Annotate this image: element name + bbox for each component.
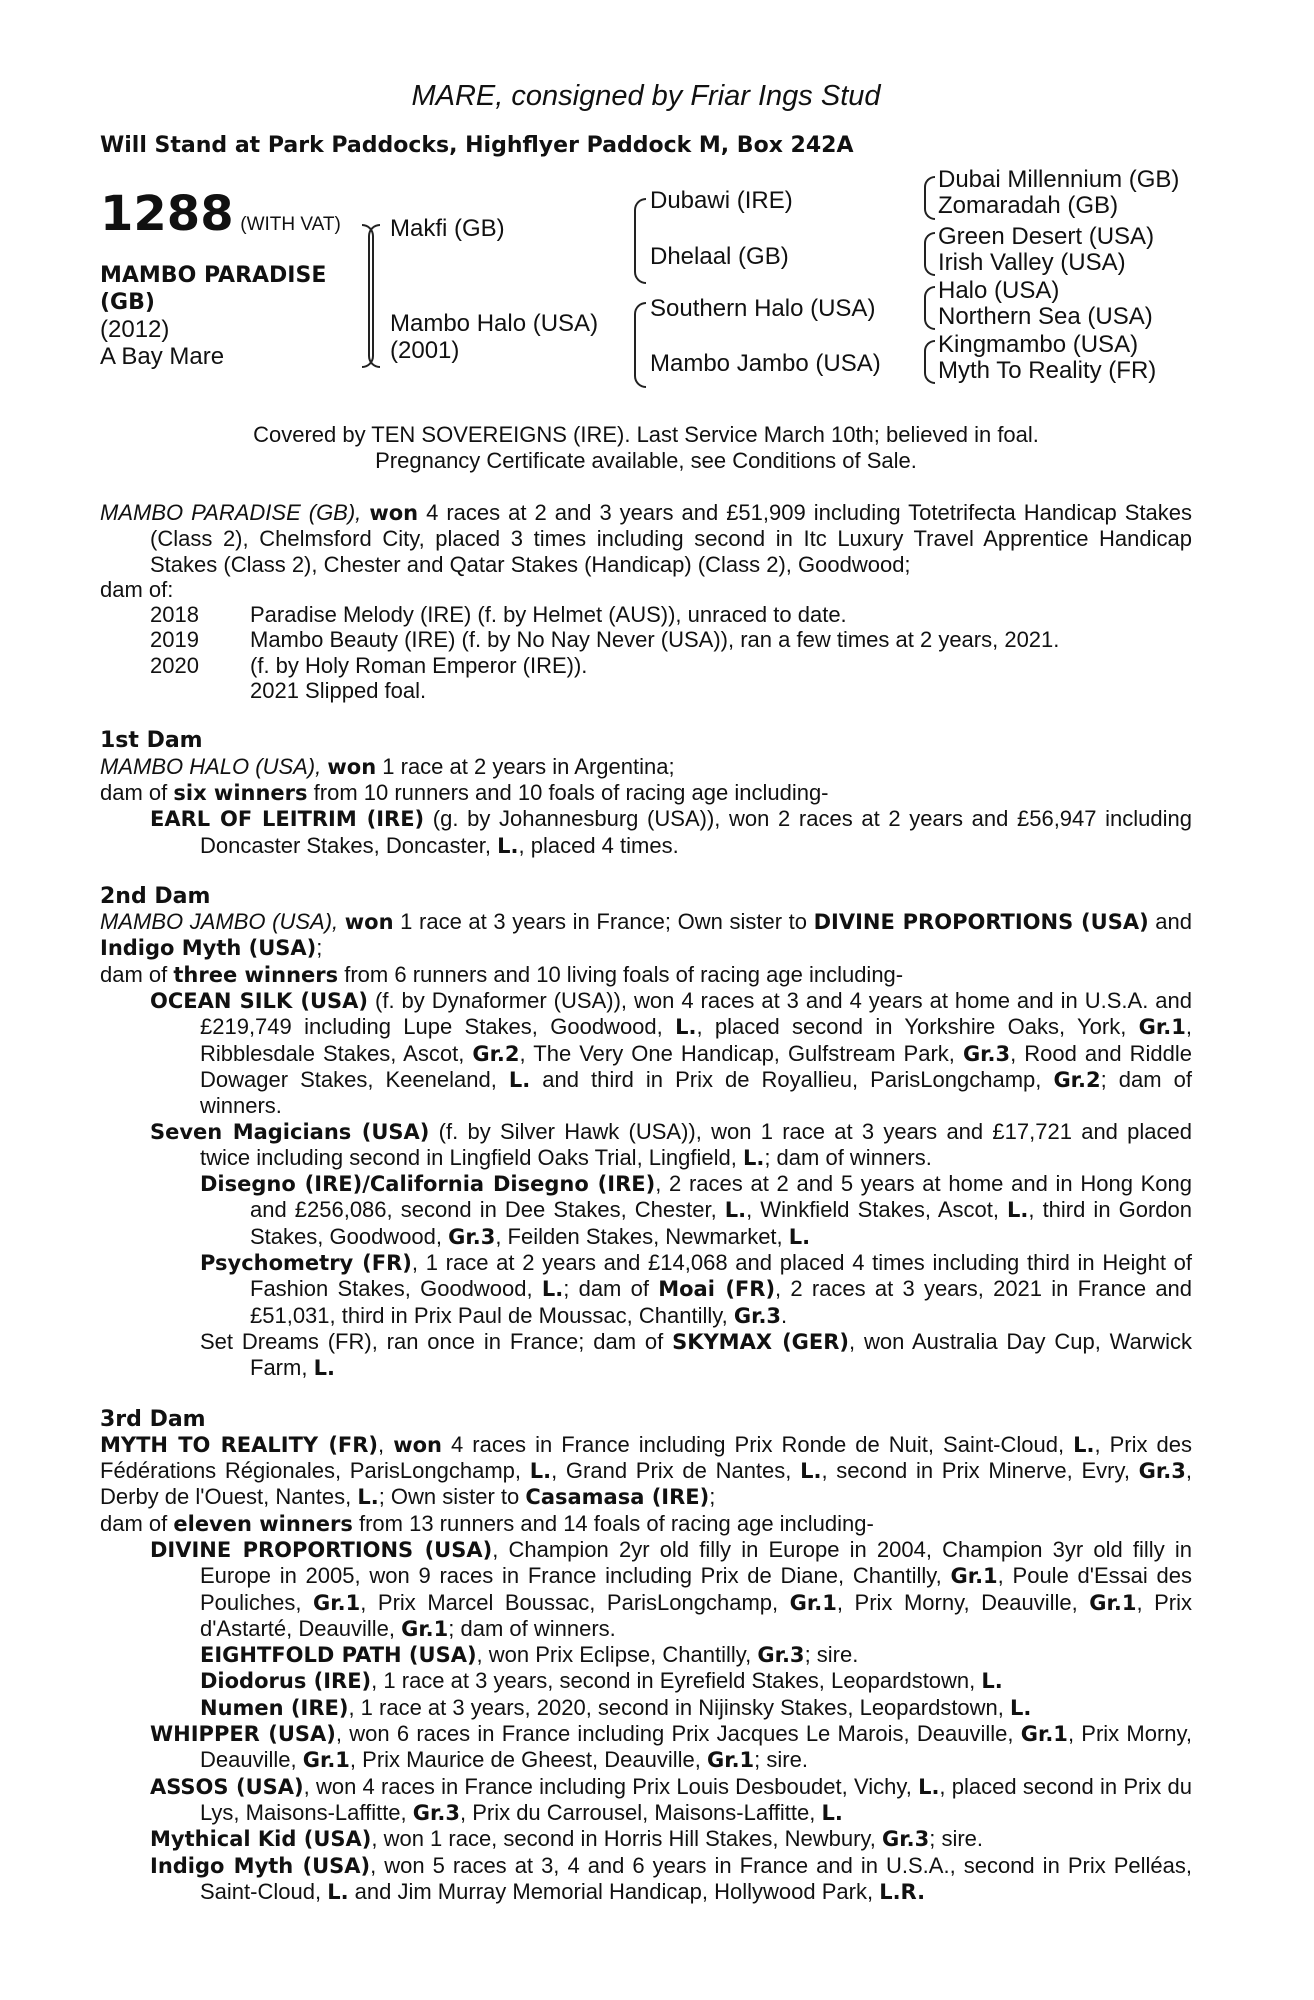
pedigree-dsd: Northern Sea (USA) [938,303,1153,330]
record-text: and [1148,909,1192,935]
pedigree-dam-dam: Mambo Jambo (USA) [650,350,881,377]
record-text: , won Australia Day Cup, Warwick Farm, [250,1328,1192,1381]
pedigree-table [100,166,1192,410]
record-text: , Derby de l'Ouest, Nantes, [100,1458,1192,1510]
record-text: , won 6 races in France including Prix Jacques Le Marois, Deauville, [335,1721,1021,1747]
horse-name: MAMBO PARADISE [100,263,327,288]
won-label: won [369,501,419,525]
race-grade: L. [821,1800,843,1825]
record-text: , placed second in Yorkshire Oaks, York, [696,1014,1139,1040]
pedigree-ddd: Myth To Reality (FR) [938,357,1157,384]
bracket [634,198,646,284]
third-dam-record [100,1432,1192,1511]
pedigree-sire-dam: Dhelaal (GB) [650,243,789,270]
stand-location: Will Stand at Park Paddocks, Highflyer Paddock M, Box 242A [100,133,854,158]
produce-row [100,678,1192,703]
produce-row [100,602,1192,627]
winners-count: eleven winners [173,1511,353,1536]
produce-year: 2020 [150,652,199,678]
record-text: Set Dreams (FR), ran once in France; dam of [200,1328,673,1354]
race-grade: L. [541,1277,564,1302]
first-dam-record [100,754,1192,780]
second-dam-produce-summary [100,962,1192,988]
race-grade: L. [742,1145,765,1170]
race-grade: L. [724,1198,747,1223]
pedigree-sdd: Irish Valley (USA) [938,249,1126,276]
covering-line: Covered by TEN SOVEREIGNS (IRE). Last Service March 10th; believed in foal. [253,422,1039,447]
race-grade: L. [1007,1198,1029,1223]
lot-number-block [100,186,341,242]
race-grade: Gr.1 [401,1616,449,1641]
race-grade: Gr.2 [1053,1067,1101,1092]
winners-count: three winners [173,962,339,987]
progeny-name: ASSOS (USA) [150,1774,304,1799]
progeny-name: DIVINE PROPORTIONS (USA) [150,1537,493,1562]
record-text: ; dam of [563,1276,659,1302]
progeny-name: EARL OF LEITRIM (IRE) [150,807,425,832]
produce-record [100,500,1192,1905]
grand-progeny-entry [100,1329,1192,1382]
produce-year: 2018 [150,602,199,628]
won-label: won [393,1432,442,1457]
second-dam-name: MAMBO JAMBO (USA), [100,909,339,935]
record-text: and third in Prix de Royallieu, ParisLongchamp, [530,1066,1054,1092]
pedigree-dds: Kingmambo (USA) [938,331,1139,358]
record-text: , placed 4 times. [518,832,679,858]
record-text: dam of [100,779,174,805]
pedigree-dam-sire: Southern Halo (USA) [650,295,876,322]
record-text: , won 1 race, second in Horris Hill Stakes, Newbury, [371,1826,883,1852]
progeny-name: Mythical Kid (USA) [150,1827,372,1852]
produce-row [100,653,1192,678]
race-grade: L. [788,1224,811,1249]
record-text: , Prix Morny, Deauville, [200,1721,1193,1773]
bracket [924,232,935,276]
produce-row [100,627,1192,652]
race-grade: L.R. [879,1879,926,1904]
won-label: won [344,910,394,935]
record-text: ; [709,1484,716,1510]
record-text: ; sire. [929,1826,984,1852]
bracket [924,286,935,330]
second-dam-heading: 2nd Dam [100,883,211,909]
pedigree-sss: Dubai Millennium (GB) [938,166,1180,193]
sister-name: Indigo Myth (USA) [100,936,317,961]
race-grade: L. [529,1459,552,1484]
grand-progeny-entry [100,1171,1192,1250]
record-text: from 6 runners and 10 living foals of racing age including- [338,961,904,987]
record-text: (g. by Johannesburg (USA)), won 2 races at 2 years and £56,947 including Doncaster Stakes, Doncaster, [200,806,1192,858]
bracket [634,302,646,388]
record-text: and Jim Murray Memorial Handicap, Hollywood Park, [348,1878,880,1904]
race-grade: Gr.1 [789,1590,837,1615]
progeny-name: SKYMAX (GER) [672,1329,850,1354]
race-grade: Gr.3 [412,1800,460,1825]
race-grade: L. [357,1485,379,1510]
record-text: , Champion 2yr old filly in Europe in 2004, Champion 3yr old filly in Europe in 2005, won 9 races in France including Prix de Diane, Chantilly, [200,1536,1192,1589]
race-grade: L. [497,833,519,858]
record-text: , 1 race at 3 years, second in Eyrefield Stakes, Leopardstown, [371,1668,982,1694]
race-grade: L. [508,1067,531,1092]
race-grade: L. [1010,1695,1032,1720]
record-text: 4 races in France including Prix Ronde de Nuit, Saint-Cloud, [441,1431,1074,1457]
record-text: , won Prix Eclipse, Chantilly, [476,1642,758,1668]
record-text: , Prix Marcel Boussac, ParisLongchamp, [360,1589,790,1615]
progeny-entry [100,1774,1192,1827]
record-text: (f. by Silver Hawk (USA)), won 1 race at 3 years and £17,721 and placed twice including second in Lingfield Oaks Trial, Lingfield, [200,1118,1193,1170]
produce-text: 2021 Slipped foal. [250,678,427,704]
grand-progeny-entry [100,1642,1192,1668]
progeny-name: Psychometry (FR) [200,1251,412,1276]
race-grade: Gr.1 [950,1564,998,1589]
race-grade: Gr.3 [1138,1459,1186,1484]
race-grade: Gr.1 [313,1590,361,1615]
grand-progeny-entry [100,1695,1192,1721]
race-grade: Gr.3 [882,1827,930,1852]
dam-of-label: dam of: [100,576,174,602]
record-text: , Prix d'Astarté, Deauville, [200,1589,1192,1641]
pedigree-sire-sire: Dubawi (IRE) [650,187,793,214]
produce-text: Paradise Melody (IRE) (f. by Helmet (AUS)), unraced to date. [250,602,847,628]
race-grade: Gr.3 [757,1643,805,1668]
race-grade: Gr.3 [448,1224,496,1249]
won-label: won [327,754,377,779]
record-text: , Rood and Riddle Dowager Stakes, Keeneland, [200,1040,1192,1092]
record-text: , [378,1431,385,1457]
race-grade: L. [981,1669,1003,1694]
record-text: 1 race at 2 years in Argentina; [376,753,675,779]
first-dam-name: MAMBO HALO (USA), [100,753,322,779]
race-grade: L. [327,1879,349,1904]
record-text: from 10 runners and 10 foals of racing age including- [307,779,829,805]
record-text: ; dam of winners. [200,1066,1192,1119]
horse-description: A Bay Mare [100,343,225,370]
pedigree-dam-year: (2001) [390,337,460,364]
record-text: , placed second in Prix du Lys, Maisons-Laffitte, [200,1773,1192,1825]
record-text: dam of [100,961,174,987]
record-text: , 2 races at 2 and 5 years at home and in Hong Kong and £256,086, second in Dee Stakes, Chester, [250,1171,1193,1223]
record-text: , won 5 races at 3, 4 and 6 years in France and in U.S.A., second in Prix Pelléas, Saint-Cloud, [200,1852,1192,1904]
pedigree-sire: Makfi (GB) [390,215,505,242]
record-text: dam of [100,1510,174,1536]
race-grade: Gr.1 [1020,1722,1068,1747]
third-dam-produce-summary [100,1511,1192,1537]
record-text: , The Very One Handicap, Gulfstream Park, [519,1040,963,1066]
record-text: , Ribblesdale Stakes, Ascot, [200,1014,1192,1066]
race-grade: Gr.1 [1089,1590,1137,1615]
record-text: , won 4 races in France including Prix Louis Desboudet, Vichy, [303,1773,919,1799]
progeny-name: Disegno (IRE)/California Disegno (IRE) [200,1172,656,1197]
record-text: , third in Gordon Stakes, Goodwood, [250,1197,1192,1249]
progeny-name: Seven Magicians (USA) [150,1119,430,1144]
record-text: , Prix Maurice de Gheest, Deauville, [349,1747,707,1773]
progeny-entry [100,988,1192,1118]
record-text: , Prix du Carrousel, Maisons-Laffitte, [459,1799,822,1825]
race-grade: Gr.1 [706,1748,755,1773]
progeny-name: WHIPPER (USA) [150,1722,336,1747]
record-text: ; dam of winners. [448,1615,616,1641]
race-grade: Gr.3 [733,1303,782,1328]
race-grade: Gr.1 [1138,1015,1186,1040]
race-grade: Gr.2 [472,1041,520,1066]
record-text: , Poule d'Essai des Pouliches, [200,1563,1192,1615]
grand-progeny-entry [100,1668,1192,1694]
lot-number: 1288 [100,186,234,242]
race-grade: L. [918,1774,940,1799]
record-text: , 2 races at 3 years, 2021 in France and £51,031, third in Prix Paul de Moussac, Chantilly, [250,1276,1193,1328]
progeny-name: Moai (FR) [658,1277,776,1302]
race-grade: Gr.3 [962,1041,1011,1066]
sister-name: DIVINE PROPORTIONS (USA) [813,910,1149,935]
covering-note [100,422,1192,474]
progeny-name: OCEAN SILK (USA) [150,989,369,1014]
record-text: , second in Prix Minerve, Evry, [821,1458,1139,1484]
progeny-name: Numen (IRE) [200,1695,349,1720]
progeny-entry [100,1119,1192,1172]
race-grade: L. [800,1459,822,1484]
record-text: , Prix des Fédérations Régionales, ParisLongchamp, [100,1431,1192,1484]
record-text: . [781,1302,788,1328]
horse-country: (GB) [100,290,155,315]
progeny-name: Diodorus (IRE) [200,1669,372,1694]
third-dam-name: MYTH TO REALITY (FR) [100,1432,379,1457]
record-text: , Grand Prix de Nantes, [551,1458,801,1484]
progeny-name: Indigo Myth (USA) [150,1853,371,1878]
pregnancy-line: Pregnancy Certificate available, see Conditions of Sale. [375,448,917,473]
record-text: ; sire. [754,1747,808,1773]
produce-text: Mambo Beauty (IRE) (f. by No Nay Never (USA)), ran a few times at 2 years, 2021. [250,627,1060,653]
mare-record-text: 4 races at 2 and 3 years and £51,909 including Totetrifecta Handicap Stakes (Class 2), Chelmsford City, placed 3 times including second in Itc Luxury Travel Apprentice Handicap Stakes (Class 2), Chester and Qatar Stakes (Handicap) (Class 2), Goodwood; [150,500,1192,577]
race-grade: L. [1073,1432,1095,1457]
winners-count: six winners [173,780,308,805]
progeny-name: EIGHTFOLD PATH (USA) [200,1643,477,1668]
pedigree-sds: Green Desert (USA) [938,223,1155,250]
bracket [924,340,935,384]
record-text: , 1 race at 3 years, 2020, second in Nijinsky Stakes, Leopardstown, [348,1694,1011,1720]
record-text: , Prix Morny, Deauville, [836,1589,1090,1615]
pedigree-dss: Halo (USA) [938,277,1060,304]
first-dam-heading: 1st Dam [100,728,203,754]
record-text: ; [316,935,323,961]
record-text: 1 race at 3 years in France; Own sister to [393,909,814,935]
mare-record [100,500,1192,577]
record-text: ; sire. [804,1642,859,1668]
bracket [368,224,380,368]
progeny-entry [100,1721,1192,1774]
second-dam-record [100,909,1192,962]
progeny-entry [100,806,1192,859]
produce-year: 2019 [150,627,199,653]
progeny-entry [100,1826,1192,1852]
progeny-entry [100,1853,1192,1906]
bracket [924,176,935,220]
first-dam-produce-summary [100,780,1192,806]
record-text: ; Own sister to [378,1484,526,1510]
pedigree-ssd: Zomaradah (GB) [938,192,1119,219]
catalogue-page [100,80,1192,1905]
mare-name: MAMBO PARADISE (GB), [100,500,362,525]
race-grade: L. [313,1356,335,1381]
grand-progeny-entry [100,1250,1192,1329]
produce-year [150,678,250,703]
consignor-title: MARE, consigned by Friar Ings Stud [411,80,881,112]
record-text: , Winkfield Stakes, Ascot, [746,1197,1008,1223]
record-text: (f. by Dynaformer (USA)), won 4 races at 3 and 4 years at home and in U.S.A. and £219,749 including Lupe Stakes, Goodwood, [200,988,1192,1040]
sister-name: Casamasa (IRE) [525,1485,710,1510]
race-grade: L. [675,1015,697,1040]
third-dam-heading: 3rd Dam [100,1406,206,1432]
vat-note: (WITH VAT) [240,214,341,235]
record-text: from 13 runners and 14 foals of racing age including- [352,1510,874,1536]
horse-year: (2012) [100,316,170,343]
record-text: , Feilden Stakes, Newmarket, [495,1223,789,1249]
produce-text: (f. by Holy Roman Emperor (IRE)). [250,652,588,678]
progeny-entry [100,1537,1192,1642]
record-text: , 1 race at 2 years and £14,068 and placed 4 times including third in Height of Fashion Stakes, Goodwood, [250,1250,1192,1302]
race-grade: Gr.1 [302,1748,350,1773]
pedigree-dam: Mambo Halo (USA) [390,310,599,337]
record-text: ; dam of winners. [764,1144,932,1170]
